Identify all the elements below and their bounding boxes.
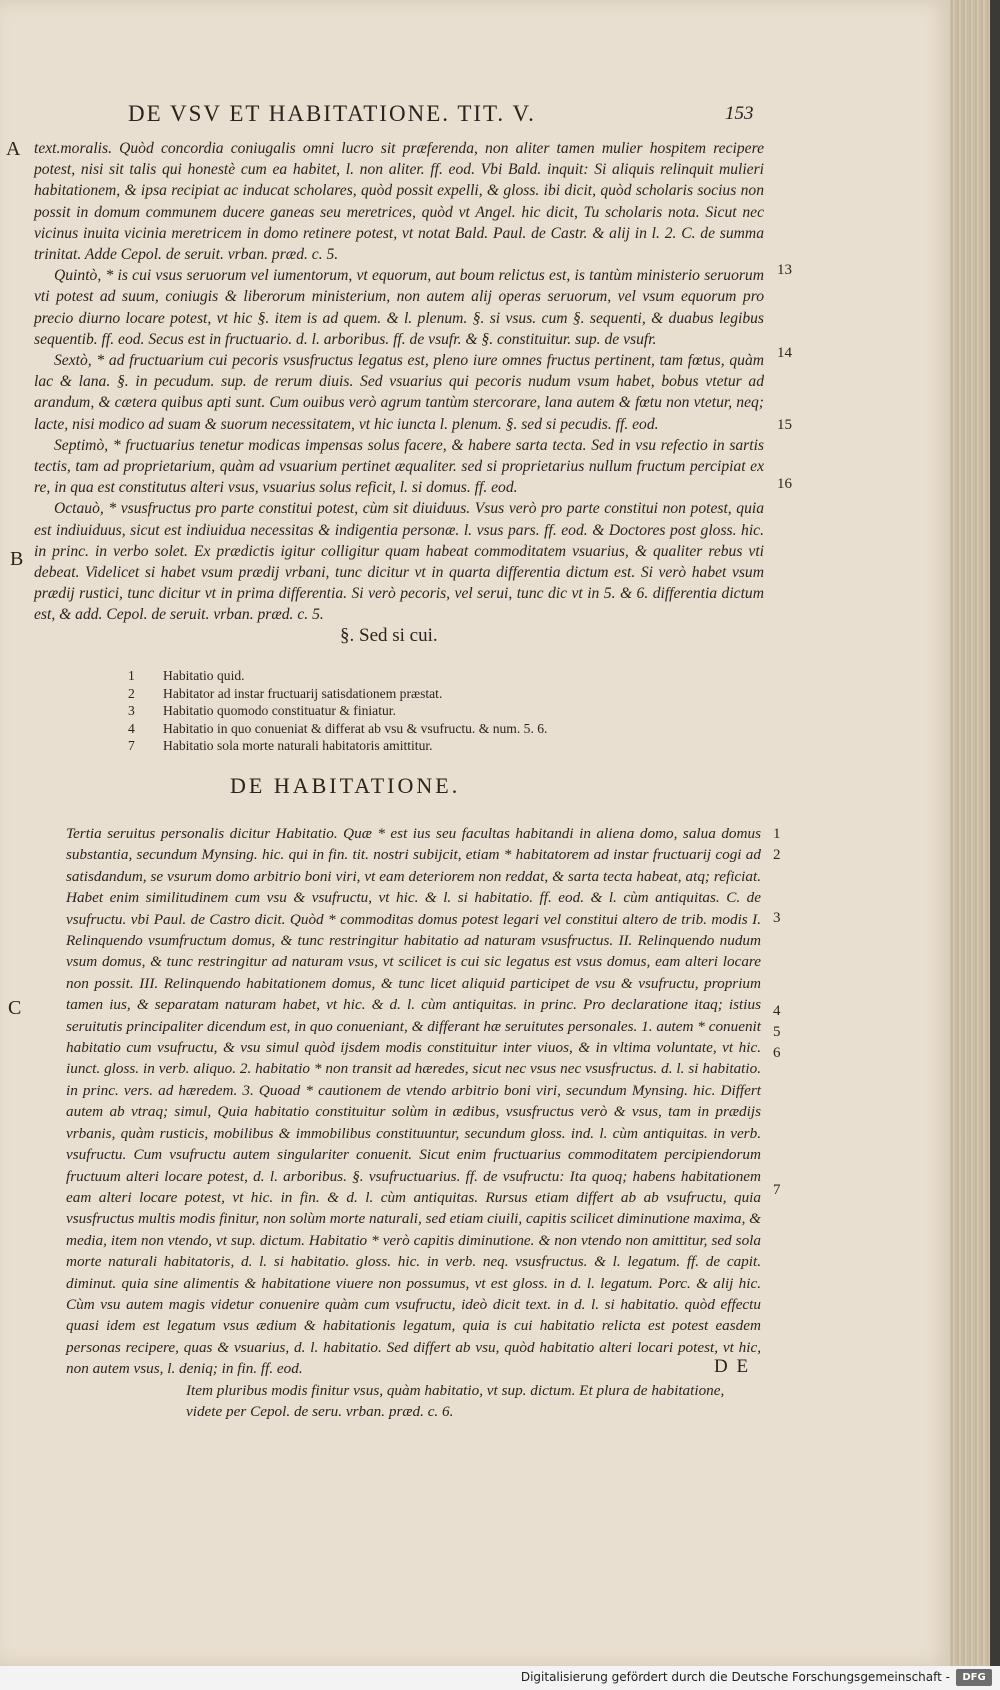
paragraph: Septimò, * fructuarius tenetur modicas impensas solus facere, & habere sarta tecta. Sed in vsu refectio in sartis tectis, tam ad proprietarium, quàm ad vsuarium pertinet æqualiter. sed si proprietarius nullum fructum percipiat ex re, in qua est constitutus alteri vsus, vsuarius solus reficit, l. si domus. ff. eod. bbox=[34, 436, 764, 497]
footer-credit: Digitalisierung gefördert durch die Deutsche Forschungsgemeinschaft - bbox=[520, 1670, 950, 1684]
summary-text: Habitator ad instar fructuarij satisdationem præstat. bbox=[163, 685, 443, 701]
paragraph: Quintò, * is cui vsus seruorum vel iumentorum, vt equorum, aut boum relictus est, is tantùm ministerio seruorum vti potest ad suum, coniugis & liberorum ministerium, non autem alij operas seruorum, vel vsum equorum pro precio diurno locare potest, vt hic §. item is ad quem. & l. plenum. §. si vsus. cum §. sequenti, & duabus legibus sequentib. ff. eod. Secus est in fructuario. d. l. arboribus. ff. de vsufr. & §. constituitur. sup. de vsufr. bbox=[34, 267, 764, 348]
summary-text: Habitatio quomodo constituatur & finiatur. bbox=[163, 703, 396, 718]
side-number: 15 bbox=[777, 417, 792, 433]
summary-text: Habitatio sola morte naturali habitatoris amittitur. bbox=[163, 738, 433, 753]
paragraph: text.moralis. Quòd concordia coniugalis omni lucro sit præferenda, non aliter tamen mulier hospitem recipere potest, nisi sit talis qui honestè cum ea habitet, l. non aliter. ff. eod. Vbi Bald. inquit: Si aliquis relinquit mulieri habitationem, & ipsa recipiat ac inducat scholares, quòd possit expelli, & gloss. ibi dicit, quòd scholaris socius non possit in domum communem ducere ganeas seu meretrices, quòd vt Angel. hic dicit, Tu scholaris nota. Sicut nec vicinus inuita vicinia meretricem in domo retinere potest, vt notat Bald. Paul. de Castr. & alij in l. 2. C. de summa trinitat. Adde Cepol. de seruit. vrban. præd. c. 5. bbox=[34, 140, 764, 264]
section-title: §. Sed si cui. bbox=[340, 625, 438, 646]
chapter-heading: DE HABITATIONE. bbox=[230, 773, 461, 798]
side-number: 16 bbox=[777, 476, 792, 492]
page-number: 153 bbox=[725, 103, 754, 124]
margin-letter-a: A bbox=[6, 138, 21, 160]
body-text-main bbox=[66, 823, 761, 1422]
page-edge-dark bbox=[990, 0, 1000, 1666]
summary-item bbox=[128, 667, 547, 685]
side-number: 1 bbox=[773, 826, 781, 842]
paragraph: Tertia seruitus personalis dicitur Habitatio. Quæ * est ius seu facultas habitandi in aliena domo, salua domus substantia, secundum Mynsing. hic. qui in fin. tit. nostri subijcit, etiam * habitatorem ad instar fructuarij cogi ad satisdandum, se vsurum domo arbitrio boni viri, vt eam deteriorem non reddat, & sarta tecta habeat, atq; reficiat. Habet enim similitudinem cum vsu & vsufructu, vt hic. & l. si habitatio. ff. eod. & l. cùm antiquitas. C. de vsufructu. vbi Paul. de Castro dicit. Quòd * commoditas domus potest legari vel constitui altero de trib. modis I. Relinquendo vsumfructum domus, & tunc restringitur habitatio ad naturam vsusfructus. II. Relinquendo nudum vsum domus, & tunc restringitur ad naturam vsus, vt scilicet is cui sic legatus est vsus domus, eam alteri locare non possit. III. Relinquendo habitationem domus, & tunc licet aliquid participet de vsu & vsufructu, proprium tamen ius, & separatam naturam habet, vt hic. & d. l. cùm antiquitas. in princ. Pro declaratione itaq; istius seruitutis principaliter dicendum est, in quo conueniant, & differant hæ seruitutes personales. 1. autem * conuenit habitatio cum vsufructu, & vsu simul quòd ijsdem modis constituitur inter viuos, & in vltima voluntate, vt hic. iunct. gloss. in verb. aliquo. 2. habitatio * non transit ad hæredes, sicut nec vsus nec vsusfructus. d. l. si habitatio. in princ. vers. ad hæredem. 3. Quoad * cautionem de vtendo arbitrio boni viri, secundum Mynsing. hic. Differt autem ab vtraq; simul, Quia habitatio constituitur solùm in ædibus, vsusfructus verò & vsus, tam in prædijs vrbanis, quàm rusticis, mobilibus & immobilibus constituuntur, secundum gloss. ind. l. cùm antiquitas. in verb. vsufructu. Cum vsufructu autem singulariter conuenit. Sicut enim fructuarius commoditatem percipiendorum fructuum alteri locare potest, d. l. arboribus. §. vsufructuarius. ff. de vsufructu: Ita quoq; habens habitationem eam alteri locare potest, vt hic. in fin. & d. l. cùm antiquitas. Rursus etiam differt ab ab vsufructu, quia vsusfructus multis modis finitur, non solùm morte naturali, sed etiam ciuili, capitis scilicet diminutione maxima, & media, item non vtendo, vt sup. dictum. Habitatio * verò capitis diminutione. & non vtendo non amittitur, sed sola morte naturali habitatoris, d. l. si habitatio. gloss. hic. in verb. neq. vsusfructus. & l. legatum. ff. de capit. diminut. quia sine alimentis & habitatione viuere non possumus, vt est gloss. in d. l. legatum. Porc. & alij hic. Cùm vsu autem magis videtur conuenire quàm cum vsufructu, ideò dicit text. in d. l. si habitatio. quòd effectu quasi idem est legatum vsus ædium & habitationis legatum, quia is cui habitatio relicta est potest easdem personas recipere, quas & vsuarius, d. l. habitatio. Sed differt ab vsu, quòd habitatio alteri locari potest, vt hic, non autem vsus, l. deniq; in fin. ff. eod. bbox=[66, 825, 761, 1378]
summary-number: 3 bbox=[128, 703, 135, 718]
catchword: D E bbox=[714, 1356, 751, 1377]
footer-bar bbox=[0, 1666, 1000, 1690]
running-head: DE VSV ET HABITATIONE. TIT. V. bbox=[128, 101, 536, 126]
side-number: 4 bbox=[773, 1003, 781, 1019]
margin-letter-c: C bbox=[8, 997, 22, 1019]
side-number: 7 bbox=[773, 1182, 781, 1198]
summary-text: Habitatio quid. bbox=[163, 668, 245, 683]
body-text-top bbox=[34, 138, 764, 626]
paragraph: Sextò, * ad fructuarium cui pecoris vsusfructus legatus est, pleno iure omnes fructus pertinent, tam fœtus, quàm lac & lana. §. in pecudum. sup. de rerum diuis. Sed vsuarius qui pecoris nudum vsum habet, bobus vtetur ad arandum, & cætera quibus apti sunt. Cum ouibus verò agrum tantùm stercorare, lana autem & fœtu non vtetur, neq; lacte, nisi modico ad suam & suorum necessitatem, vt hic iuncta l. plenum. §. sed si pecudis. ff. eod. bbox=[34, 352, 764, 433]
summary-item bbox=[128, 720, 547, 738]
paragraph: Octauò, * vsusfructus pro parte constitui potest, cùm sit diuiduus. Vsus verò pro parte constitui non potest, quia est indiuiduus, sicut est indiuidua necessitas & indigentia personæ. l. vsus pars. ff. eod. & Doctores post gloss. hic. in princ. in verbo solet. Ex prædictis igitur colligitur quam habeat commoditatem vsuarius, & qualiter rebus vti debeat. Videlicet si habet vsum prædij vrbani, tunc dicitur vt in quarta differentia dictum est. Si verò habet vsum prædij rustici, tunc dicitur vt in prima differentia. Si verò pecoris, vel serui, tunc dic vt in 5. & 6. differentia dictum est, & add. Cepol. de seruit. vrban. præd. c. 5. bbox=[34, 500, 764, 624]
summary-list bbox=[128, 667, 547, 755]
side-number: 14 bbox=[777, 345, 792, 361]
side-number: 6 bbox=[773, 1045, 781, 1061]
side-number: 5 bbox=[773, 1024, 781, 1040]
summary-item bbox=[128, 737, 547, 755]
paragraph: Item pluribus modis finitur vsus, quàm habitatio, vt sup. dictum. Et plura de habitatione, videte per Cepol. de seru. vrban. præd. c. 6. bbox=[186, 1381, 725, 1420]
side-number: 13 bbox=[777, 262, 792, 278]
margin-letter-b: B bbox=[10, 548, 24, 570]
summary-item bbox=[128, 702, 547, 720]
summary-number: 4 bbox=[128, 720, 135, 736]
side-number: 3 bbox=[773, 910, 781, 926]
summary-number: 7 bbox=[128, 738, 135, 753]
summary-number: 2 bbox=[128, 685, 135, 701]
summary-item bbox=[128, 685, 547, 703]
summary-number: 1 bbox=[128, 668, 135, 683]
dfg-logo: DFG bbox=[956, 1669, 992, 1686]
summary-text: Habitatio in quo conueniat & differat ab vsu & vsufructu. & num. 5. 6. bbox=[163, 720, 548, 736]
side-number: 2 bbox=[773, 847, 781, 863]
